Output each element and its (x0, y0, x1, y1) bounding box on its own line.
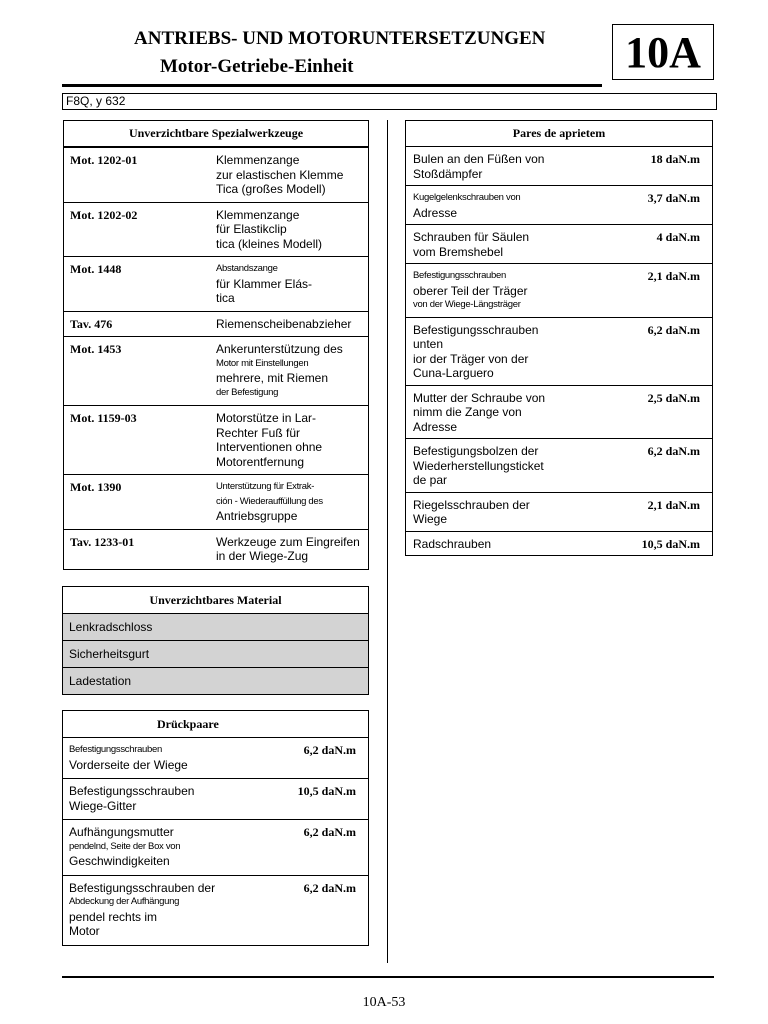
tool-code: Mot. 1202-01 (64, 147, 217, 202)
table-row (406, 439, 713, 493)
torque-label: Aufhängungsmutter pendelnd, Seite der Box von Geschwindigkeiten (63, 820, 216, 876)
table-row (64, 202, 369, 257)
engine-label: F8Q, y 632 (62, 93, 717, 110)
tool-description: Werkzeuge zum Eingreifen in der Wiege-Zug (216, 529, 369, 569)
torque-value: 3,7 daN.m (559, 186, 713, 225)
list-item (63, 668, 369, 695)
page-number: 10A-53 (362, 995, 406, 1010)
tool-code: Mot. 1202-02 (64, 202, 217, 257)
table-row (406, 317, 713, 385)
table-row (64, 529, 369, 569)
torque-label: Befestigungsschrauben oberer Teil der Träger von der Wiege-Längsträger (406, 264, 560, 318)
torque-label: Befestigungsschrauben Vorderseite der Wiege (63, 738, 216, 779)
torque-label: Befestigungsschrauben unten ior der Träger von der Cuna-Larguero (406, 317, 560, 385)
tightening-torques-table (62, 710, 369, 946)
tool-description: Abstandszange für Klammer Elás- tica (216, 257, 369, 312)
table-row (64, 147, 369, 202)
document-title: ANTRIEBS- UND MOTORUNTERSETZUNGEN (134, 28, 546, 49)
torque-value: 2,1 daN.m (559, 264, 713, 318)
torque-label: Riegelsschrauben der Wiege (406, 492, 560, 531)
torque-label: Radschrauben (406, 531, 560, 556)
special-tools-heading: Unverzichtbare Spezialwerkzeuge (64, 121, 369, 148)
torque-label: Befestigungsschrauben der Abdeckung der Aufhängung pendel rechts im Motor (63, 875, 216, 945)
torque-value: 6,2 daN.m (216, 738, 369, 779)
list-item (63, 614, 369, 641)
tool-code: Mot. 1159-03 (64, 406, 217, 475)
document-subtitle: Motor-Getriebe-Einheit (160, 56, 354, 77)
table-row (63, 820, 369, 876)
table-row (63, 779, 369, 820)
tool-description: Motorstütze in Lar- Rechter Fuß für Interventionen ohne Motorentfernung (216, 406, 369, 475)
torque-value: 10,5 daN.m (216, 779, 369, 820)
material-heading: Unverzichtbares Material (63, 587, 369, 614)
table-row (406, 147, 713, 186)
table-row (406, 186, 713, 225)
torque-value: 6,2 daN.m (559, 439, 713, 493)
torque-specs-table (405, 120, 713, 556)
table-row (406, 225, 713, 264)
table-row (406, 492, 713, 531)
table-row (64, 406, 369, 475)
table-row (64, 257, 369, 312)
material-item: Ladestation (63, 668, 369, 695)
table-row (406, 385, 713, 439)
torque-label: Befestigungsschrauben Wiege-Gitter (63, 779, 216, 820)
tool-code: Mot. 1448 (64, 257, 217, 312)
tool-description: Unterstützung für Extrak- ción - Wiederauffüllung des Antriebsgruppe (216, 475, 369, 530)
table-row (64, 337, 369, 406)
material-item: Lenkradschloss (63, 614, 369, 641)
section-code: 10A (612, 24, 714, 80)
tool-code: Mot. 1390 (64, 475, 217, 530)
torque-label: Befestigungsbolzen der Wiederherstellungsticket de par (406, 439, 560, 493)
tool-description: Klemmenzange für Elastikclip tica (kleines Modell) (216, 202, 369, 257)
tool-code: Tav. 1233-01 (64, 529, 217, 569)
table-row (64, 311, 369, 337)
list-item (63, 641, 369, 668)
footer-rule (62, 976, 714, 978)
tool-description: Riemenscheibenabzieher (216, 311, 369, 337)
torque-value: 6,2 daN.m (216, 820, 369, 876)
table-row (406, 531, 713, 556)
table-row (406, 264, 713, 318)
tool-code: Tav. 476 (64, 311, 217, 337)
tool-code: Mot. 1453 (64, 337, 217, 406)
torque-value: 2,5 daN.m (559, 385, 713, 439)
material-item: Sicherheitsgurt (63, 641, 369, 668)
tool-description: Ankerunterstützung des Motor mit Einstellungen mehrere, mit Riemen der Befestigung (216, 337, 369, 406)
torque-label: Bulen an den Füßen von Stoßdämpfer (406, 147, 560, 186)
column-divider (387, 120, 388, 963)
torque-value: 2,1 daN.m (559, 492, 713, 531)
special-tools-table (63, 120, 369, 570)
torque-value: 6,2 daN.m (216, 875, 369, 945)
material-table (62, 586, 369, 695)
table-row (64, 475, 369, 530)
torque-value: 18 daN.m (559, 147, 713, 186)
torque-label: Kugelgelenkschrauben von Adresse (406, 186, 560, 225)
torque-value: 6,2 daN.m (559, 317, 713, 385)
torque-label: Schrauben für Säulen vom Bremshebel (406, 225, 560, 264)
header-rule (62, 84, 602, 87)
table-row (63, 875, 369, 945)
torque-value: 4 daN.m (559, 225, 713, 264)
tool-description: Klemmenzange zur elastischen Klemme Tica (großes Modell) (216, 147, 369, 202)
torque-specs-heading: Pares de aprietem (406, 121, 713, 147)
torque-label: Mutter der Schraube von nimm die Zange von Adresse (406, 385, 560, 439)
torque-value: 10,5 daN.m (559, 531, 713, 556)
table-row (63, 738, 369, 779)
tightening-torques-heading: Drückpaare (63, 711, 369, 738)
